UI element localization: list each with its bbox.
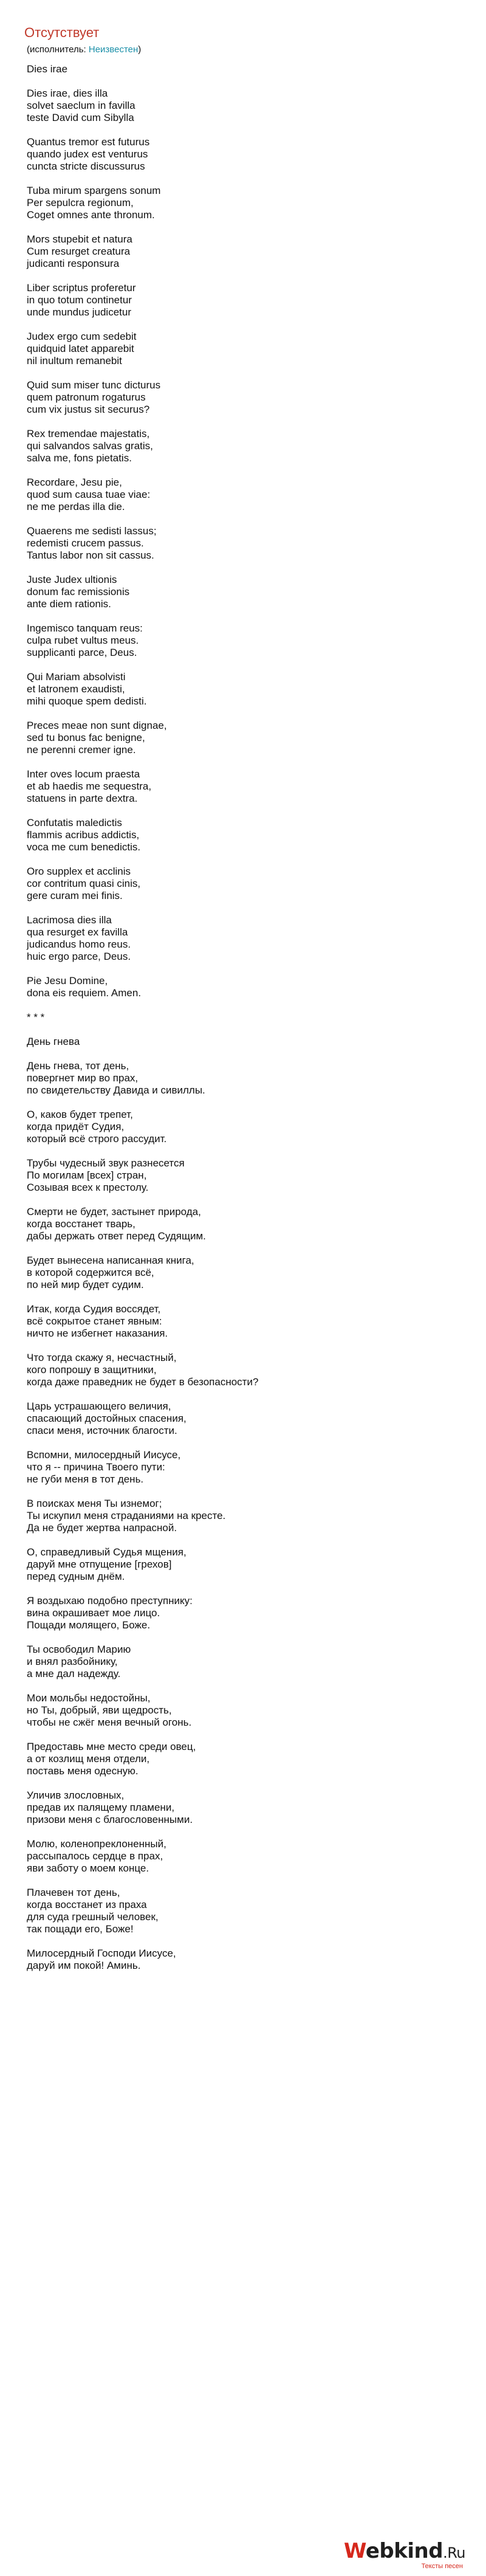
lyrics-line: quod sum causa tuae viae: — [27, 489, 151, 500]
lyrics-stanza — [27, 379, 464, 416]
lyrics-line: voca me cum benedictis. — [27, 841, 141, 853]
lyrics-line: когда восстанет из праха — [27, 1899, 147, 1910]
lyrics-line: Oro supplex et acclinis — [27, 866, 131, 877]
lyrics-line: Созывая всех к престолу. — [27, 1182, 149, 1193]
lyrics-line: когда даже праведник не будет в безопасности? — [27, 1376, 259, 1388]
song-title: Отсутствует — [24, 25, 100, 40]
lyrics-line: Я воздыхаю подобно преступнику: — [27, 1595, 193, 1607]
lyrics-line: mihi quoque spem dedisti. — [27, 695, 147, 707]
lyrics-stanza — [27, 975, 464, 999]
lyrics-line: Quantus tremor est futurus — [27, 136, 150, 148]
lyrics-stanza — [27, 1595, 464, 1631]
lyrics-stanza — [27, 1400, 464, 1437]
lyrics-line: яви заботу о моем конце. — [27, 1862, 149, 1874]
lyrics-line: Мои мольбы недостойны, — [27, 1692, 151, 1704]
lyrics-stanza — [27, 525, 464, 562]
lyrics-line: Cum resurget creatura — [27, 246, 131, 257]
lyrics-line: не губи меня в тот день. — [27, 1473, 144, 1485]
lyrics-line: Juste Judex ultionis — [27, 574, 117, 585]
lyrics-line: redemisti crucem passus. — [27, 537, 144, 549]
lyrics-stanza — [27, 1303, 464, 1340]
lyrics-line: Ты освободил Марию — [27, 1644, 131, 1655]
lyrics-line: что я -- причина Твоего пути: — [27, 1461, 165, 1473]
lyrics-stanza — [27, 1838, 464, 1875]
lyrics-line: предав их палящему пламени, — [27, 1802, 175, 1813]
lyrics-line: кого попрошу в защитники, — [27, 1364, 157, 1376]
lyrics-line: по ней мир будет судим. — [27, 1279, 144, 1290]
lyrics-line: Предоставь мне место среди овец, — [27, 1741, 196, 1752]
performer-suffix: ) — [138, 44, 142, 55]
site-logo[interactable] — [344, 2541, 465, 2570]
lyrics-line: а мне дал надежду. — [27, 1668, 121, 1679]
lyrics-line: gere curam mei finis. — [27, 890, 123, 901]
lyrics-stanza — [27, 1741, 464, 1777]
lyrics-line: Пощади молящего, Боже. — [27, 1619, 151, 1631]
lyrics-line: Смерти не будет, застынет природа, — [27, 1206, 201, 1217]
lyrics-line: когда придёт Судия, — [27, 1121, 125, 1132]
lyrics-line: Милосердный Господи Иисусе, — [27, 1947, 176, 1959]
lyrics-line: повергнет мир во прах, — [27, 1072, 139, 1084]
lyrics-line: ничто не избегнет наказания. — [27, 1328, 168, 1339]
lyrics-line: teste David cum Sibylla — [27, 112, 134, 123]
lyrics-line: quando judex est venturus — [27, 148, 148, 160]
lyrics-stanza — [27, 1692, 464, 1729]
lyrics-line: Вспомни, милосердный Иисусе, — [27, 1449, 181, 1461]
lyrics-line: Inter oves locum praesta — [27, 768, 140, 780]
lyrics-line: День гнева — [27, 1036, 80, 1047]
lyrics-line: дабы держать ответ перед Судящим. — [27, 1230, 206, 1242]
lyrics-line: in quo totum continetur — [27, 294, 132, 306]
lyrics-line: qua resurget ex favilla — [27, 926, 128, 938]
lyrics-line: спасающий достойных спасения, — [27, 1413, 187, 1424]
lyrics-stanza — [27, 622, 464, 659]
lyrics-stanza — [27, 866, 464, 902]
logo-wordmark — [344, 2539, 465, 2563]
lyrics-stanza — [27, 233, 464, 270]
lyrics-stanza — [27, 720, 464, 756]
lyrics-line: Ты искупил меня страданиями на кресте. — [27, 1510, 226, 1521]
lyrics-line: quem patronum rogaturus — [27, 391, 146, 403]
lyrics-line: Молю, коленопреклоненный, — [27, 1838, 166, 1850]
lyrics-line: Dies irae — [27, 63, 68, 75]
lyrics-stanza — [27, 1011, 464, 1024]
lyrics-stanza — [27, 1036, 464, 1048]
lyrics-line: Confutatis maledictis — [27, 817, 122, 828]
lyrics-line: О, каков будет трепет, — [27, 1109, 133, 1120]
lyrics-line: culpa rubet vultus meus. — [27, 635, 139, 646]
lyrics-line: даруй мне отпущение [грехов] — [27, 1558, 172, 1570]
lyrics-line: Coget omnes ante thronum. — [27, 209, 155, 221]
lyrics-line: Будет вынесена написанная книга, — [27, 1255, 194, 1266]
lyrics-text — [27, 63, 464, 1972]
lyrics-line: statuens in parte dextra. — [27, 793, 138, 804]
lyrics-line: рассыпалось сердце в прах, — [27, 1850, 163, 1862]
lyrics-line: Mors stupebit et natura — [27, 233, 132, 245]
lyrics-stanza — [27, 1206, 464, 1242]
lyrics-line: ne perenni cremer igne. — [27, 744, 136, 756]
lyrics-stanza — [27, 1449, 464, 1486]
lyrics-line: quidquid latet apparebit — [27, 343, 134, 354]
lyrics-line: * * * — [27, 1011, 45, 1023]
lyrics-line: ne me perdas illa die. — [27, 501, 125, 512]
lyrics-line: Preces meae non sunt dignae, — [27, 720, 167, 731]
lyrics-line: Quid sum miser tunc dicturus — [27, 379, 161, 391]
lyrics-stanza — [27, 1255, 464, 1291]
lyrics-line: judicandus homo reus. — [27, 938, 131, 950]
lyrics-line: Dies irae, dies illa — [27, 88, 108, 99]
lyrics-line: Lacrimosa dies illa — [27, 914, 112, 926]
lyrics-stanza — [27, 1947, 464, 1972]
lyrics-stanza — [27, 1789, 464, 1826]
lyrics-line: cuncta stricte discussurus — [27, 160, 145, 172]
lyrics-line: который всё строго рассудит. — [27, 1133, 167, 1145]
lyrics-line: Что тогда скажу я, несчастный, — [27, 1352, 177, 1363]
lyrics-line: solvet saeclum in favilla — [27, 100, 135, 111]
lyrics-stanza — [27, 1060, 464, 1097]
lyrics-line: Rex tremendae majestatis, — [27, 428, 150, 439]
lyrics-stanza — [27, 428, 464, 464]
lyrics-line: перед судным днём. — [27, 1571, 125, 1582]
lyrics-line: dona eis requiem. Amen. — [27, 987, 142, 999]
lyrics-line: а от козлищ меня отдели, — [27, 1753, 150, 1765]
lyrics-line: sed tu bonus fac benigne, — [27, 732, 145, 743]
lyrics-line: О, справедливый Судья мщения, — [27, 1546, 187, 1558]
lyrics-stanza — [27, 1887, 464, 1935]
lyrics-line: flammis acribus addictis, — [27, 829, 140, 841]
lyrics-line: Итак, когда Судия воссядет, — [27, 1303, 161, 1315]
lyrics-line: поставь меня одесную. — [27, 1765, 139, 1777]
lyrics-line: По могилам [всех] стран, — [27, 1169, 147, 1181]
lyrics-line: и внял разбойнику, — [27, 1656, 118, 1667]
lyrics-stanza — [27, 88, 464, 124]
lyrics-line: et ab haedis me sequestra, — [27, 780, 152, 792]
lyrics-line: Плачевен тот день, — [27, 1887, 120, 1898]
logo-tld: .Ru — [443, 2544, 465, 2561]
lyrics-line: Pie Jesu Domine, — [27, 975, 108, 987]
lyrics-line: Tantus labor non sit cassus. — [27, 549, 154, 561]
logo-w: W — [344, 2539, 366, 2563]
performer-prefix: (исполнитель: — [27, 44, 89, 55]
performer-link[interactable]: Неизвестен — [88, 44, 139, 55]
lyrics-line: Judex ergo cum sedebit — [27, 331, 137, 342]
lyrics-stanza — [27, 1157, 464, 1194]
lyrics-stanza — [27, 282, 464, 319]
lyrics-line: unde mundus judicetur — [27, 306, 132, 318]
lyrics-line: всё сокрытое станет явным: — [27, 1315, 162, 1327]
lyrics-line: День гнева, тот день, — [27, 1060, 129, 1072]
lyrics-line: но Ты, добрый, яви щедрость, — [27, 1704, 172, 1716]
lyrics-stanza — [27, 1498, 464, 1534]
lyrics-line: вина окрашивает мое лицо. — [27, 1607, 160, 1619]
lyrics-line: спаси меня, источник благости. — [27, 1425, 177, 1436]
lyrics-line: Qui Mariam absolvisti — [27, 671, 126, 683]
lyrics-line: Уличив злословных, — [27, 1789, 125, 1801]
lyrics-stanza — [27, 136, 464, 173]
lyrics-line: Recordare, Jesu pie, — [27, 477, 122, 488]
logo-tagline: Тексты песен — [421, 2563, 463, 2570]
lyrics-stanza — [27, 63, 464, 75]
lyrics-stanza — [27, 768, 464, 805]
lyrics-line: huic ergo parce, Deus. — [27, 951, 131, 962]
lyrics-line: salva me, fons pietatis. — [27, 452, 132, 464]
lyrics-line: judicanti responsura — [27, 258, 120, 269]
lyrics-line: по свидетельству Давида и сивиллы. — [27, 1084, 205, 1096]
lyrics-stanza — [27, 671, 464, 708]
lyrics-stanza — [27, 817, 464, 853]
lyrics-line: Трубы чудесный звук разнесется — [27, 1157, 185, 1169]
lyrics-line: Tuba mirum spargens sonum — [27, 185, 161, 196]
lyrics-line: donum fac remissionis — [27, 586, 130, 598]
lyrics-line: призови меня с благословенными. — [27, 1814, 193, 1825]
lyrics-line: Liber scriptus proferetur — [27, 282, 136, 294]
lyrics-line: ante diem rationis. — [27, 598, 111, 610]
lyrics-stanza — [27, 1109, 464, 1145]
lyrics-stanza — [27, 331, 464, 367]
lyrics-line: Per sepulcra regionum, — [27, 197, 134, 208]
lyrics-line: даруй им покой! Аминь. — [27, 1960, 141, 1971]
lyrics-line: supplicanti parce, Deus. — [27, 647, 137, 658]
lyrics-line: cor contritum quasi cinis, — [27, 878, 141, 889]
lyrics-stanza — [27, 185, 464, 221]
lyrics-stanza — [27, 914, 464, 963]
lyrics-stanza — [27, 574, 464, 610]
lyrics-stanza — [27, 1546, 464, 1583]
lyrics-line: et latronem exaudisti, — [27, 683, 125, 695]
lyrics-line: nil inultum remanebit — [27, 355, 122, 367]
lyrics-line: когда восстанет тварь, — [27, 1218, 135, 1230]
lyrics-line: Царь устрашающего величия, — [27, 1400, 171, 1412]
lyrics-line: Quaerens me sedisti lassus; — [27, 525, 157, 537]
lyrics-line: Да не будет жертва напрасной. — [27, 1522, 177, 1534]
lyrics-stanza — [27, 1644, 464, 1680]
lyrics-line: cum vix justus sit securus? — [27, 404, 150, 415]
lyrics-line: так пощади его, Боже! — [27, 1923, 134, 1935]
lyrics-line: qui salvandos salvas gratis, — [27, 440, 153, 452]
logo-name: ebkind — [365, 2539, 443, 2563]
lyrics-stanza — [27, 477, 464, 513]
lyrics-line: В поисках меня Ты изнемог; — [27, 1498, 162, 1509]
lyrics-line: Ingemisco tanquam reus: — [27, 622, 143, 634]
performer-line — [27, 44, 141, 56]
lyrics-line: чтобы не сжёг меня вечный огонь. — [27, 1717, 192, 1728]
lyrics-line: для суда грешный человек, — [27, 1911, 159, 1923]
lyrics-line: в которой содержится всё, — [27, 1267, 154, 1278]
lyrics-stanza — [27, 1352, 464, 1388]
